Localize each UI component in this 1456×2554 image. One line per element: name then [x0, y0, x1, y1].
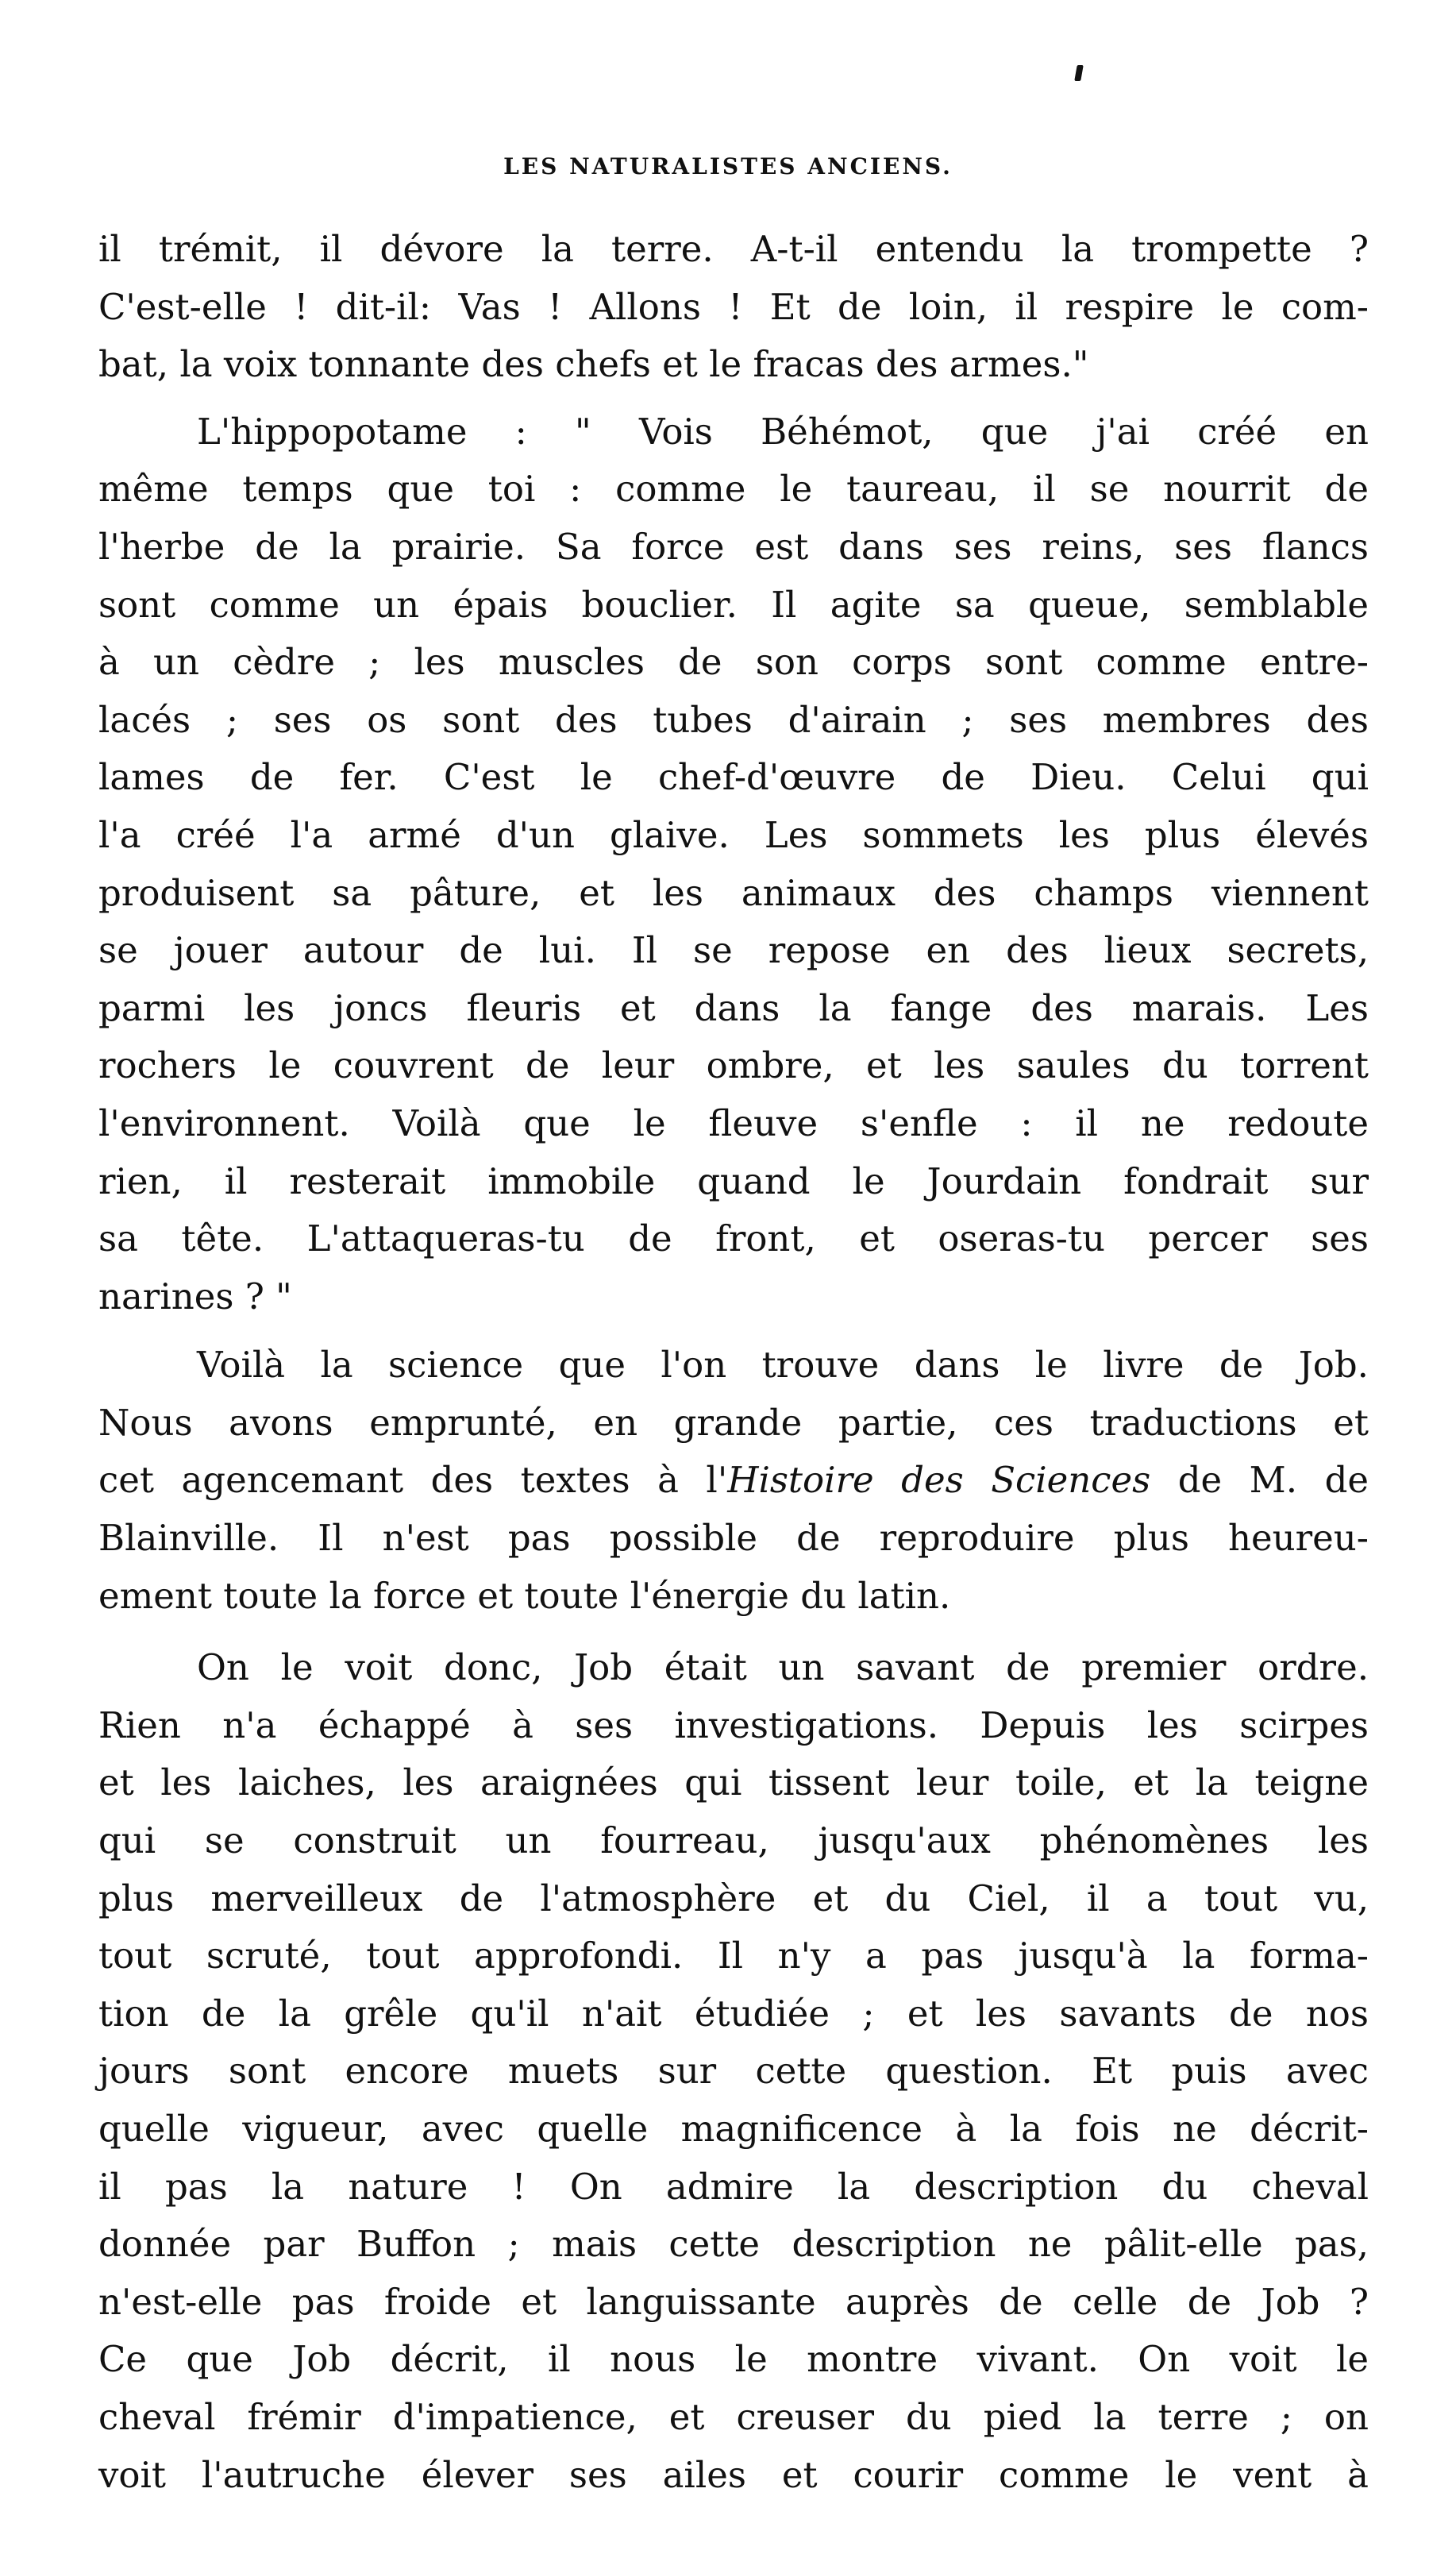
text-line: rochers le couvrent de leur ombre, et les saules du torrent: [98, 1044, 1369, 1087]
paragraph-hippopotamus: [98, 403, 1369, 1326]
text-line: lames de fer. C'est le chef-d'œuvre de Dieu. Celui qui: [98, 756, 1369, 799]
text-line: L'hippopotame : " Vois Béhémot, que j'ai créé en: [197, 410, 1369, 453]
text-line: Rien n'a échappé à ses investigations. Depuis les scirpes: [98, 1703, 1369, 1746]
paragraph-job-savant: [98, 1639, 1369, 2504]
paragraph-job-science: [98, 1337, 1369, 1625]
text-line: tion de la grêle qu'il n'ait étudiée ; et les savants de nos: [98, 1992, 1369, 2035]
text-run: cet agencemant des textes à l': [98, 1459, 728, 1502]
text-line: l'herbe de la prairie. Sa force est dans ses reins, ses flancs: [98, 525, 1369, 568]
text-line: qui se construit un fourreau, jusqu'aux phénomènes les: [98, 1819, 1369, 1862]
text-line: bat, la voix tonnante des chefs et le fracas des armes.": [98, 343, 1089, 386]
page-body: [98, 221, 1369, 2504]
text-line: sont comme un épais bouclier. Il agite sa queue, semblable: [98, 583, 1369, 626]
text-line: Nous avons emprunté, en grande partie, ces traductions et: [98, 1401, 1369, 1444]
text-line: parmi les joncs fleuris et dans la fange des marais. Les: [98, 986, 1369, 1029]
text-line: ement toute la force et toute l'énergie du latin.: [98, 1574, 951, 1617]
text-line: Voilà la science que l'on trouve dans le livre de Job.: [197, 1344, 1369, 1387]
text-line: sa tête. L'attaqueras-tu de front, et oseras-tu percer ses: [98, 1217, 1369, 1260]
text-line: l'environnent. Voilà que le fleuve s'enfle : il ne redoute: [98, 1101, 1369, 1144]
text-line: quelle vigueur, avec quelle magnificence à la fois ne décrit-: [98, 2108, 1369, 2150]
text-line: il pas la nature ! On admire la description du cheval: [98, 2165, 1369, 2208]
text-line: Blainville. Il n'est pas possible de reproduire plus heureu-: [98, 1517, 1369, 1560]
text-line: rien, il resterait immobile quand le Jourdain fondrait sur: [98, 1159, 1369, 1202]
text-line: cheval frémir d'impatience, et creuser du pied la terre ; on: [98, 2395, 1369, 2438]
text-line: narines ? ": [98, 1275, 292, 1318]
text-line: voit l'autruche élever ses ailes et courir comme le vent à: [98, 2453, 1369, 2496]
text-line: n'est-elle pas froide et languissante auprès de celle de Job ?: [98, 2280, 1369, 2323]
text-line: plus merveilleux de l'atmosphère et du Ciel, il a tout vu,: [98, 1877, 1369, 1919]
text-line-with-italic: [98, 1452, 1369, 1510]
ink-speck: [1074, 65, 1084, 81]
text-line: même temps que toi : comme le taureau, il se nourrit de: [98, 468, 1369, 511]
text-line: et les laiches, les araignées qui tissent leur toile, et la teigne: [98, 1761, 1369, 1804]
paragraph-horse-continuation: [98, 221, 1369, 394]
text-line: donnée par Buffon ; mais cette description ne pâlit-elle pas,: [98, 2223, 1369, 2266]
text-line: lacés ; ses os sont des tubes d'airain ; ses membres des: [98, 698, 1369, 741]
book-title-italic: Histoire des Sciences: [727, 1459, 1151, 1502]
text-run: de M. de: [1150, 1459, 1369, 1502]
text-line: à un cèdre ; les muscles de son corps sont comme entre-: [98, 641, 1369, 684]
text-line: tout scruté, tout approfondi. Il n'y a pas jusqu'à la forma-: [98, 1935, 1369, 1977]
text-line: Ce que Job décrit, il nous le montre vivant. On voit le: [98, 2338, 1369, 2381]
running-header: LES NATURALISTES ANCIENS.: [503, 153, 953, 179]
text-line: il trémit, il dévore la terre. A-t-il entendu la trompette ?: [98, 228, 1369, 270]
text-line: On le voit donc, Job était un savant de premier ordre.: [197, 1646, 1369, 1689]
text-line: jours sont encore muets sur cette question. Et puis avec: [98, 2050, 1369, 2093]
text-line: C'est-elle ! dit-il: Vas ! Allons ! Et de loin, il respire le com-: [98, 285, 1369, 328]
text-line: produisent sa pâture, et les animaux des champs viennent: [98, 871, 1369, 914]
text-line: se jouer autour de lui. Il se repose en des lieux secrets,: [98, 929, 1369, 972]
text-line: l'a créé l'a armé d'un glaive. Les sommets les plus élevés: [98, 813, 1369, 856]
